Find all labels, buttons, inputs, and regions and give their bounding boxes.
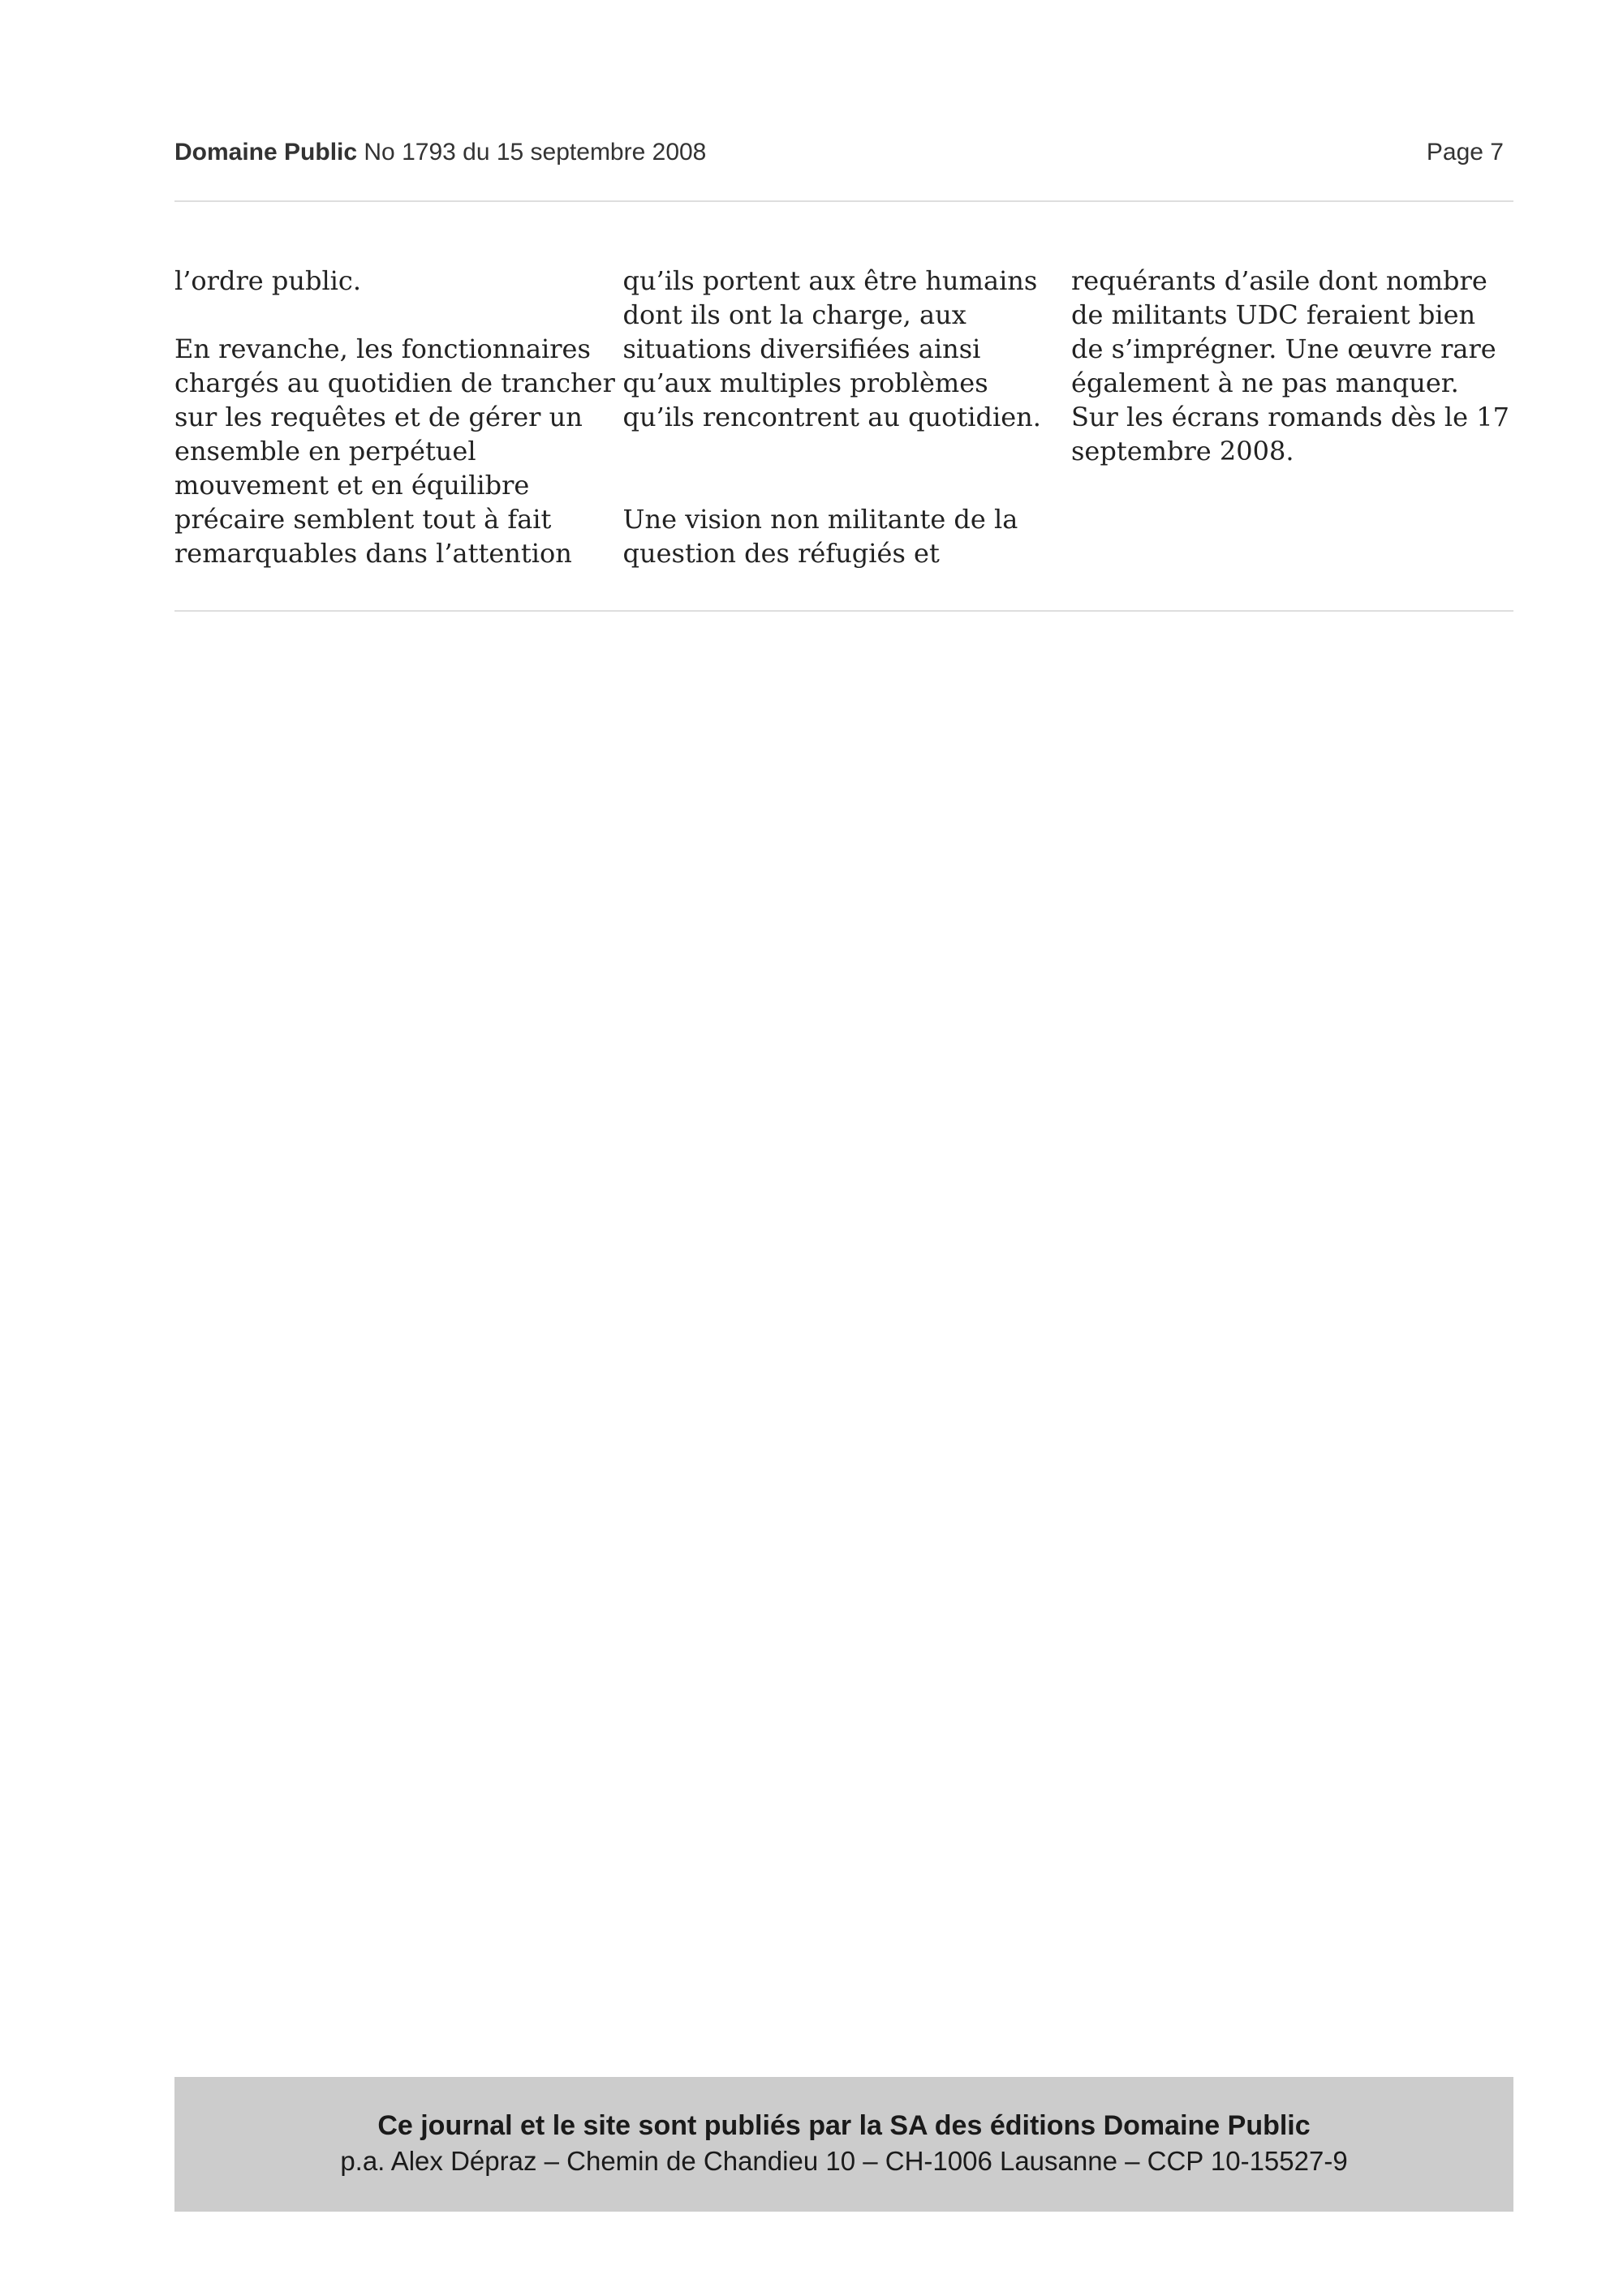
masthead bbox=[174, 139, 706, 166]
page-number: Page 7 bbox=[1426, 138, 1504, 166]
footer-publisher-line: Ce journal et le site sont publiés par la SA des éditions Domaine Public bbox=[377, 2110, 1311, 2141]
publisher-footer bbox=[174, 2077, 1513, 2212]
column-1 bbox=[174, 264, 617, 570]
footer-address-line: p.a. Alex Dépraz – Chemin de Chandieu 10 – CH-1006 Lausanne – CCP 10-15527-9 bbox=[340, 2146, 1348, 2176]
paragraph: En revanche, les fonctionnaires chargés au quotidien de trancher sur les requêtes et de gérer un ensemble en perpétuel mouvement et en équilibre précaire semblent tout à fait remarquables dans l’attention bbox=[174, 333, 615, 569]
header-divider bbox=[174, 200, 1513, 202]
article-end-divider bbox=[174, 610, 1513, 612]
column-3 bbox=[1071, 264, 1513, 570]
paragraph: requérants d’asile dont nombre de militants UDC feraient bien de s’imprégner. Une œuvre rare également à ne pas manquer. Sur les écrans romands dès le 17 septembre 2008. bbox=[1071, 265, 1509, 467]
column-2 bbox=[623, 264, 1065, 570]
page-header bbox=[174, 134, 1504, 170]
article-columns bbox=[174, 264, 1513, 570]
issue-info: No 1793 du 15 septembre 2008 bbox=[364, 138, 707, 166]
publication-name: Domaine Public bbox=[174, 138, 358, 166]
paragraph: Une vision non militante de la question des réfugiés et bbox=[622, 504, 1018, 569]
paragraph: qu’ils portent aux être humains dont ils ont la charge, aux situations diversifiées ainsi qu’aux multiples problèmes qu’ils rencontrent au quotidien. bbox=[622, 265, 1041, 432]
paragraph: l’ordre public. bbox=[174, 265, 361, 296]
